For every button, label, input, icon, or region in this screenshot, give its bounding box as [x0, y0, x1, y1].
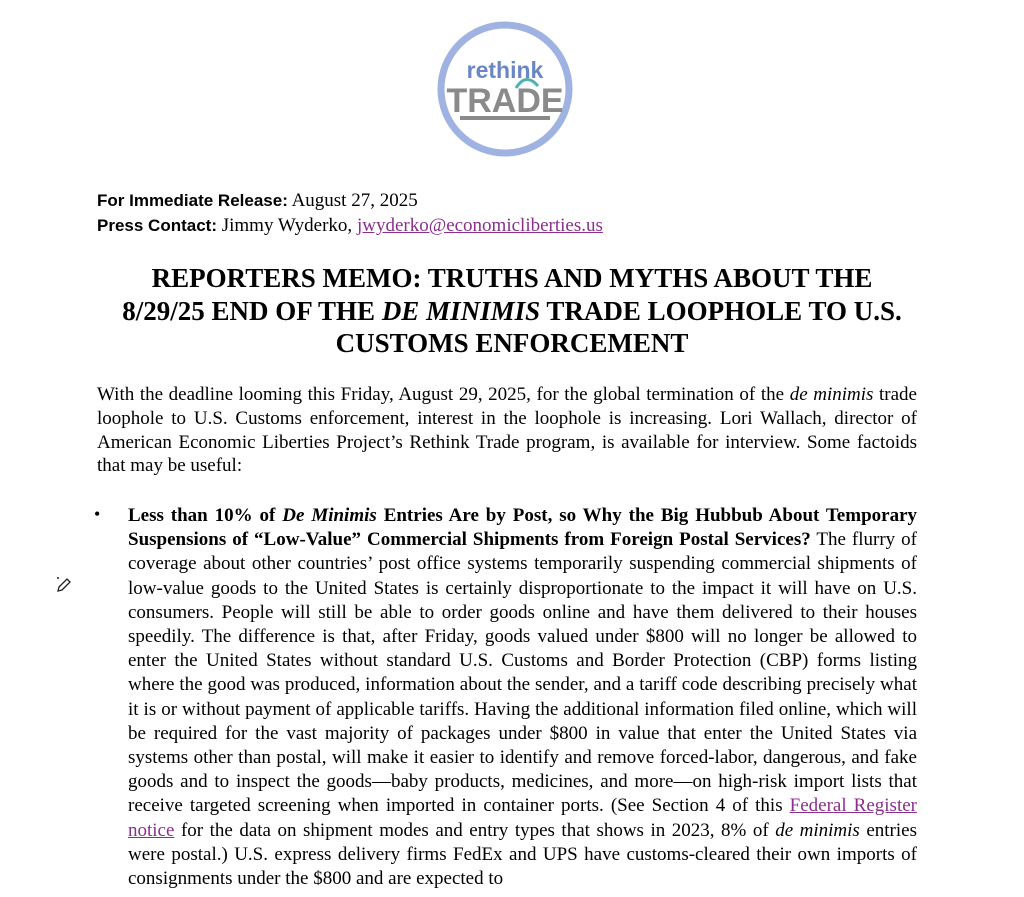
intro-paragraph [97, 383, 917, 478]
title-line-1: REPORTERS MEMO: TRUTHS AND MYTHS ABOUT THE [151, 263, 873, 293]
title-line-2-italic: DE MINIMIS [381, 295, 541, 326]
federal-register-link[interactable]: Federal Register notice [128, 795, 917, 841]
release-meta [97, 188, 603, 238]
bullet-body-b: for the data on shipment modes and entry types that shows in 2023, 8% of [174, 819, 776, 841]
contact-line [97, 213, 603, 238]
contact-email-link[interactable]: jwyderko@economicliberties.us [356, 215, 603, 236]
intro-text-a: With the deadline looming this Friday, August 29, 2025, for the global termination of the [97, 384, 790, 405]
contact-label: Press Contact: [97, 216, 217, 235]
bullet-body-a: The flurry of coverage about other countries’ post office systems temporarily suspending commercial shipments of low-value goods to the United States is certainly disproportionate to the impact it will have on U.S. consumers. People will still be able to order goods online and have them delivered to their houses speedily. The difference is that, after Friday, goods valued under $800 will no longer be allowed to enter the United States without standard U.S. Customs and Border Protection (CBP) forms listing where the good was produced, information about the sender, and a tariff code describing precisely what it is or without payment of applicable tariffs. Having the additional information filed online, which will be required for the vast majority of packages under $800 in value that enter the United States via systems other than postal, will make it easier to identify and remove forced-labor, dangerous, and fake goods and to inspect the goods—baby products, medicines, and more—on high-risk import lists that receive targeted screening when imported in container ports. (See Section 4 of this [128, 529, 917, 817]
bullet-body-italic: de minimis [775, 819, 860, 841]
logo-graphic [436, 20, 574, 158]
title-line-3: CUSTOMS ENFORCEMENT [335, 328, 689, 358]
logo-bottom-text: TRADE [446, 82, 564, 120]
title-line-2a: 8/29/25 END OF THE [122, 295, 382, 326]
bullet-paragraph [128, 504, 917, 891]
intro-italic: de minimis [789, 384, 874, 405]
release-label: For Immediate Release: [97, 191, 288, 210]
rethink-trade-logo [436, 20, 574, 158]
intro-text-b: trade loophole to U.S. Customs enforcement, interest in the loophole is increasing. Lori Wallach, director of American Economic Liberties Project’s Rethink Trade program, is available for interview. Some factoids that may be useful: [97, 384, 917, 477]
title-line-2b: TRADE LOOPHOLE TO U.S. [540, 295, 902, 326]
release-date: August 27, 2025 [291, 190, 418, 211]
contact-name: Jimmy Wyderko, [221, 215, 353, 236]
edit-pen-icon[interactable] [54, 575, 74, 595]
release-line [97, 188, 603, 213]
bullet-body-c: entries were postal.) U.S. express delivery firms FedEx and UPS have customs-cleared their own imports of consignments under the $800 and are expected to [128, 819, 917, 890]
bullet-heading: Less than 10% of De Minimis Entries Are by Post, so Why the Big Hubbub About Temporary Suspensions of “Low-Value” Commercial Shipments from Foreign Postal Services? [128, 505, 918, 551]
bullet-marker: • [94, 504, 101, 524]
logo-top-text: rethink [466, 57, 544, 83]
memo-title [60, 262, 964, 360]
